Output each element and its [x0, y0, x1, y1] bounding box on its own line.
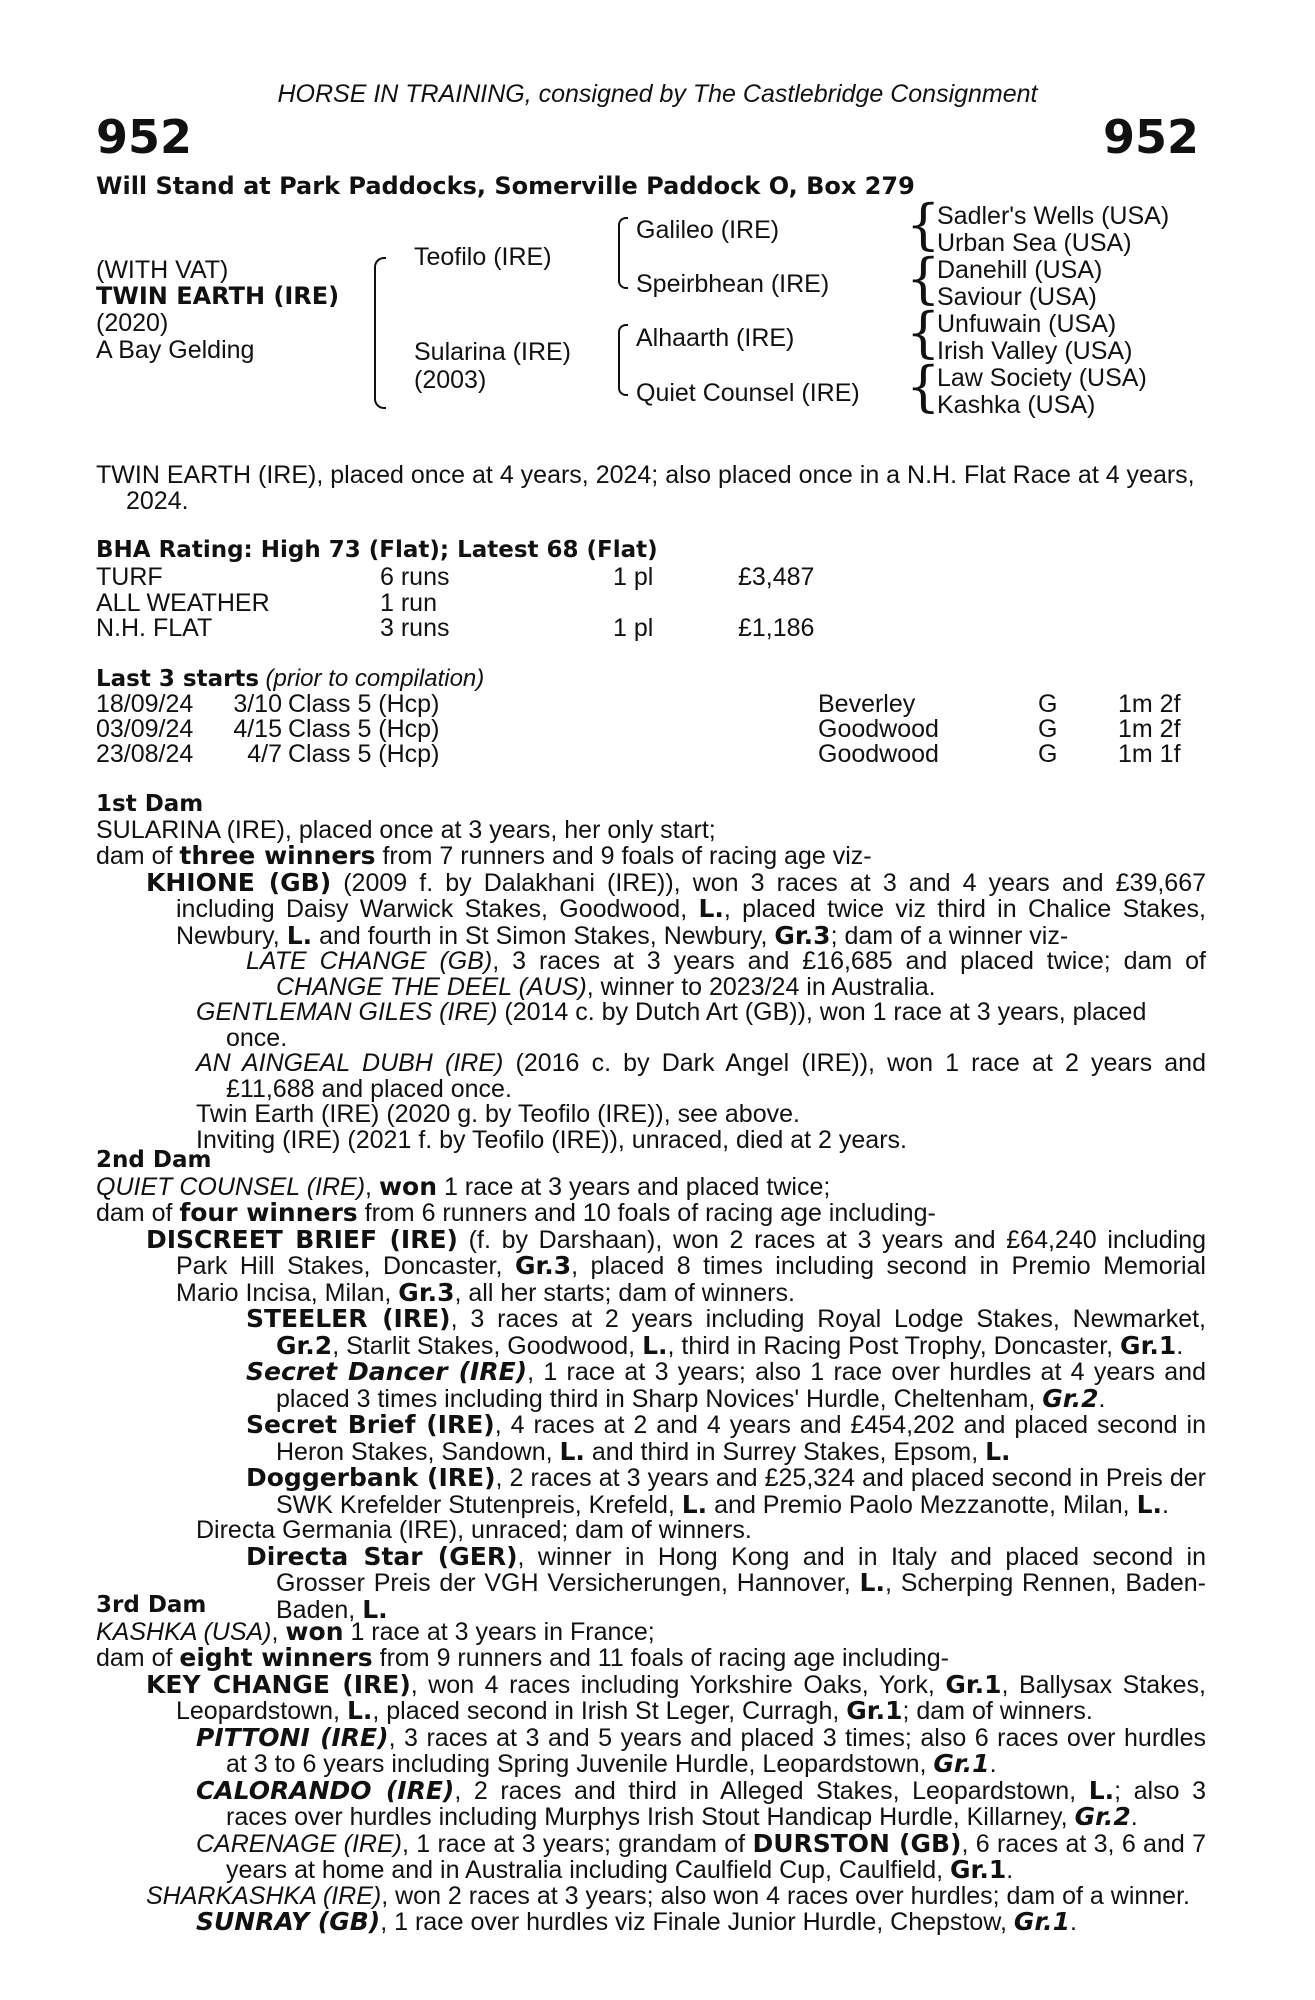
horse-name: DURSTON (GB)	[752, 1828, 962, 1858]
text: dam of	[96, 1199, 180, 1227]
text: ; dam of a winner viz-	[830, 921, 1069, 950]
grade: L.	[346, 1696, 373, 1725]
text: won	[285, 1616, 344, 1646]
rating-runs: 6 runs	[380, 563, 450, 591]
grade: L.	[642, 1330, 668, 1360]
text: , placed 8 times including second in Premio Memorial Mario Incisa, Milan,	[176, 1252, 1206, 1307]
rating-runs: 3 runs	[380, 614, 450, 642]
last-starts-note: (prior to compilation)	[265, 665, 485, 692]
produce-secret-dancer	[246, 1359, 1206, 1412]
rating-placed: 1 pl	[613, 614, 654, 642]
horse-name: STEELER (IRE)	[246, 1304, 451, 1333]
pedigree-bracket-sire	[618, 217, 628, 289]
text: won	[378, 1171, 438, 1201]
start-date: 18/09/24	[96, 690, 194, 718]
horse-name: Secret Dancer (IRE)	[246, 1357, 528, 1386]
horse-name: GENTLEMAN GILES (IRE)	[196, 998, 498, 1026]
third-dam-line	[96, 1616, 1206, 1646]
horse-name: SUNRAY (GB)	[196, 1907, 381, 1936]
rating-surface: TURF	[96, 563, 163, 591]
grade: Gr.2	[1042, 1383, 1099, 1413]
horse-name: AN AINGEAL DUBH (IRE)	[196, 1049, 504, 1077]
second-dam-line	[96, 1171, 1206, 1201]
start-position: 3/10	[233, 690, 282, 718]
text: , 4 races at 2 and 4 years and £454,202 and placed second in Heron Stakes, Sandown,	[276, 1411, 1206, 1466]
last-starts-heading	[96, 665, 484, 693]
first-dam-title: 1st Dam	[96, 791, 204, 817]
horse-name: DISCREET BRIEF (IRE)	[146, 1224, 458, 1254]
winners-count: eight winners	[179, 1643, 373, 1672]
produce-an-aingeal-dubh	[196, 1051, 1206, 1102]
brace-icon: {	[906, 247, 941, 310]
text: , 3 races at 2 years including Royal Lodge Stakes, Newmarket,	[450, 1305, 1206, 1333]
brace-icon: {	[906, 301, 941, 364]
start-going: G	[1038, 715, 1058, 743]
first-dam-section	[96, 792, 1206, 1153]
text: , third in Racing Post Trophy, Doncaster,	[667, 1331, 1121, 1360]
text: , won 2 races at 3 years; also won 4 races over hurdles; dam of a winner.	[381, 1881, 1190, 1910]
start-distance: 1m 2f	[1118, 690, 1181, 718]
grade: L.	[681, 1489, 708, 1519]
text: .	[1006, 1856, 1014, 1884]
first-dam-line: SULARINA (IRE), placed once at 3 years, her only start;	[96, 815, 716, 844]
pedigree-bracket-dam	[618, 324, 628, 396]
rating-prize: £1,186	[738, 614, 815, 642]
text: , winner in Hong Kong and in Italy and placed second in Grosser Preis der VGH Versicherungen, Hannover,	[276, 1542, 1206, 1597]
produce-key-change	[146, 1669, 1206, 1725]
pedigree-dam-dam: Quiet Counsel (IRE)	[636, 379, 860, 407]
consignment-line: HORSE IN TRAINING, consigned by The Castlebridge Consignment	[277, 80, 1038, 108]
produce-pittoni	[196, 1722, 1207, 1778]
pedigree-sire-dam: Speirbhean (IRE)	[636, 270, 830, 298]
bha-rating-title: BHA Rating: High 73 (Flat); Latest 68 (Flat)	[96, 537, 658, 563]
grade: Gr.1	[945, 1669, 1002, 1699]
horse-name: KASHKA (USA)	[96, 1617, 272, 1646]
third-dam-section	[96, 1593, 1206, 1936]
pedigree-dam-sire: Alhaarth (IRE)	[636, 324, 795, 352]
grade: L.	[985, 1436, 1011, 1466]
text: (f. by Darshaan), won 2 races at 3 years and £64,240 including Park Hill Stakes, Doncaster,	[176, 1225, 1206, 1280]
rating-placed: 1 pl	[613, 563, 654, 591]
text: , 3 races at 3 and 5 years and placed 3 times; also 6 races over hurdles at 3 to 6 years including Spring Juvenile Hurdle, Leopardstown,	[226, 1723, 1207, 1778]
produce-sunray	[196, 1909, 1206, 1936]
grade: L.	[286, 920, 313, 950]
grade: Gr.1	[1013, 1907, 1071, 1936]
grade: Gr.1	[1120, 1330, 1177, 1360]
text: from 9 runners and 11 foals of racing age including-	[372, 1644, 949, 1672]
produce-late-change	[246, 949, 1206, 1000]
horse-year: (2020)	[96, 309, 169, 337]
rating-surface: N.H. FLAT	[96, 614, 213, 642]
text: (2016 c. by Dark Angel (IRE)), won 1 race at 2 years and £11,688 and placed once.	[226, 1049, 1206, 1103]
produce-secret-brief	[246, 1412, 1206, 1465]
text: , 1 race over hurdles viz Finale Junior Hurdle, Chepstow,	[380, 1908, 1014, 1936]
third-dam-title: 3rd Dam	[96, 1592, 207, 1618]
produce-khione	[146, 867, 1207, 950]
produce-doggerbank	[246, 1465, 1206, 1518]
grade: Gr.2	[276, 1330, 333, 1360]
text: , Scherping Rennen, Baden-Baden,	[276, 1569, 1206, 1624]
summary-text: TWIN EARTH (IRE), placed once at 4 years, 2024; also placed once in a N.H. Flat Race at 4 years, 2024.	[96, 461, 1195, 515]
start-date: 23/08/24	[96, 740, 194, 768]
text: and fourth in St Simon Stakes, Newbury,	[312, 921, 775, 950]
produce-inviting: Inviting (IRE) (2021 f. by Teofilo (IRE)), unraced, died at 2 years.	[196, 1125, 907, 1154]
second-dam-title: 2nd Dam	[96, 1147, 212, 1173]
text: , 1 race at 3 years; also 1 race over hurdles at 4 years and placed 3 times including third in Sharp Novices' Hurdle, Cheltenham,	[276, 1358, 1206, 1413]
text: ,	[271, 1617, 286, 1646]
produce-discreet-brief	[146, 1224, 1206, 1307]
rating-prize: £3,487	[738, 563, 815, 591]
lot-number-right: 952	[1102, 110, 1199, 164]
pedigree-sdd: Saviour (USA)	[937, 283, 1097, 311]
text: ,	[365, 1172, 379, 1201]
horse-name: Doggerbank (IRE)	[246, 1463, 496, 1492]
pedigree-dss: Unfuwain (USA)	[937, 310, 1117, 338]
pedigree-dds: Law Society (USA)	[937, 364, 1147, 392]
start-class: Class 5 (Hcp)	[288, 715, 440, 743]
grade: L.	[859, 1568, 885, 1597]
text: from 6 runners and 10 foals of racing age including-	[357, 1199, 936, 1227]
produce-carenage	[196, 1828, 1206, 1884]
start-class: Class 5 (Hcp)	[288, 740, 440, 768]
text: .	[1130, 1803, 1138, 1831]
start-course: Beverley	[818, 690, 916, 718]
text: , 6 races at 3, 6 and 7 years at home and in Australia including Caulfield Cup, Caulfield,	[226, 1829, 1206, 1884]
text: , placed twice viz third in Chalice Stakes, Newbury,	[176, 895, 1206, 950]
horse-name: KEY CHANGE (IRE)	[146, 1669, 411, 1699]
pedigree-ssd: Urban Sea (USA)	[937, 229, 1132, 257]
second-dam-produce	[96, 1200, 1206, 1227]
grade: Gr.1	[933, 1749, 990, 1778]
produce-steeler	[246, 1306, 1206, 1359]
horse-name: PITTONI (IRE)	[196, 1722, 389, 1752]
text: .	[1162, 1490, 1169, 1519]
text: , placed second in Irish St Leger, Curragh,	[372, 1697, 847, 1725]
brace-icon: {	[906, 193, 941, 256]
rating-surface: ALL WEATHER	[96, 589, 270, 617]
text: , Ballysax Stakes, Leopardstown,	[176, 1670, 1206, 1725]
pedigree-dam-year: (2003)	[414, 366, 487, 394]
second-dam-section	[96, 1148, 1206, 1623]
grade: Gr.1	[846, 1696, 903, 1725]
horse-name: Directa Star (GER)	[246, 1541, 518, 1571]
first-dam-produce	[96, 843, 1206, 870]
text: , all her starts; dam of winners.	[454, 1278, 795, 1307]
horse-description: A Bay Gelding	[96, 336, 255, 364]
grade: Gr.3	[774, 920, 831, 950]
start-course: Goodwood	[818, 715, 939, 743]
text: 1 race at 3 years and placed twice;	[437, 1172, 831, 1201]
stand-location: Will Stand at Park Paddocks, Somerville Paddock O, Box 279	[96, 172, 915, 200]
pedigree-ddd: Kashka (USA)	[937, 391, 1096, 419]
winners-count: three winners	[179, 841, 376, 870]
text: and third in Surrey Stakes, Epsom,	[584, 1437, 986, 1466]
brace-icon: {	[906, 355, 941, 418]
produce-calorando	[196, 1775, 1206, 1831]
text: dam of	[96, 842, 180, 870]
third-dam-produce	[96, 1645, 1206, 1672]
text: , won 4 races including Yorkshire Oaks, York,	[410, 1670, 946, 1699]
text: , 2 races at 3 years and £25,324 and placed second in Preis der SWK Krefelder Stutenpreis, Krefeld,	[276, 1464, 1206, 1519]
text: and Premio Paolo Mezzanotte, Milan,	[707, 1490, 1137, 1519]
text: .	[1098, 1384, 1106, 1413]
grade: L.	[1136, 1489, 1163, 1519]
vat-note: (WITH VAT)	[96, 256, 229, 284]
horse-name: LATE CHANGE (GB)	[246, 947, 493, 975]
start-course: Goodwood	[818, 740, 939, 768]
horse-name: QUIET COUNSEL (IRE)	[96, 1172, 366, 1201]
grade: Gr.1	[950, 1855, 1007, 1884]
horse-name: CALORANDO (IRE)	[196, 1775, 455, 1805]
produce-sharkashka	[146, 1881, 1206, 1910]
text: .	[1176, 1331, 1184, 1360]
start-distance: 1m 1f	[1118, 740, 1181, 768]
horse-name: KHIONE (GB)	[146, 867, 332, 897]
grade: L.	[559, 1436, 585, 1466]
text: .	[989, 1750, 997, 1778]
start-going: G	[1038, 740, 1058, 768]
winners-count: four winners	[179, 1198, 358, 1227]
horse-name: CARENAGE (IRE)	[196, 1829, 402, 1858]
pedigree-dam: Sularina (IRE)	[414, 338, 571, 366]
text: , 1 race at 3 years; grandam of	[401, 1829, 753, 1858]
produce-directa-germania: Directa Germania (IRE), unraced; dam of winners.	[196, 1516, 752, 1544]
lot-number-left: 952	[96, 110, 193, 164]
start-distance: 1m 2f	[1118, 715, 1181, 743]
start-going: G	[1038, 690, 1058, 718]
text: , 2 races and third in Alleged Stakes, Leopardstown,	[454, 1776, 1089, 1805]
start-class: Class 5 (Hcp)	[288, 690, 440, 718]
pedigree-sire-sire: Galileo (IRE)	[636, 216, 780, 244]
grade: Gr.3	[514, 1251, 572, 1280]
grade: Gr.2	[1074, 1802, 1131, 1831]
text: ; also 3 races over hurdles including Murphys Irish Stout Handicap Hurdle, Killarney,	[226, 1776, 1206, 1831]
start-position: 4/7	[247, 740, 282, 768]
start-position: 4/15	[233, 715, 282, 743]
text: , 3 races at 3 years and £16,685 and placed twice; dam of	[492, 947, 1206, 975]
grade: L.	[362, 1594, 388, 1624]
text: , winner to 2023/24 in Australia.	[586, 972, 936, 1001]
pedigree-bracket-main	[374, 257, 386, 409]
text: 1 race at 3 years in France;	[343, 1617, 655, 1646]
text: .	[1070, 1908, 1077, 1936]
horse-name: Secret Brief (IRE)	[246, 1410, 495, 1439]
produce-gentleman-giles	[196, 1000, 1206, 1051]
racing-summary	[96, 463, 1206, 514]
produce-twin-earth: Twin Earth (IRE) (2020 g. by Teofilo (IRE)), see above.	[196, 1100, 800, 1128]
text: from 7 runners and 9 foals of racing age viz-	[375, 842, 872, 870]
pedigree-sire: Teofilo (IRE)	[414, 243, 552, 271]
grade: Gr.3	[398, 1277, 455, 1307]
horse-name: CHANGE THE DEEL (AUS)	[276, 972, 587, 1001]
last-starts-title: Last 3 starts	[96, 666, 260, 692]
text: , Starlit Stakes, Goodwood,	[332, 1331, 643, 1360]
pedigree-dsd: Irish Valley (USA)	[937, 337, 1133, 365]
grade: L.	[1088, 1775, 1115, 1805]
start-date: 03/09/24	[96, 715, 194, 743]
horse-name: TWIN EARTH (IRE)	[96, 282, 340, 310]
rating-runs: 1 run	[380, 589, 437, 617]
horse-name: SHARKASHKA (IRE)	[146, 1881, 382, 1910]
text: ; dam of winners.	[902, 1697, 1093, 1725]
text: dam of	[96, 1644, 180, 1672]
text: (2009 f. by Dalakhani (IRE)), won 3 races at 3 and 4 years and £39,667 including Daisy Warwick Stakes, Goodwood,	[176, 868, 1207, 923]
pedigree-sds: Danehill (USA)	[937, 256, 1103, 284]
grade: L.	[698, 894, 724, 923]
text: (2014 c. by Dutch Art (GB)), won 1 race at 3 years, placed once.	[226, 998, 1147, 1052]
pedigree-sss: Sadler's Wells (USA)	[937, 202, 1170, 230]
